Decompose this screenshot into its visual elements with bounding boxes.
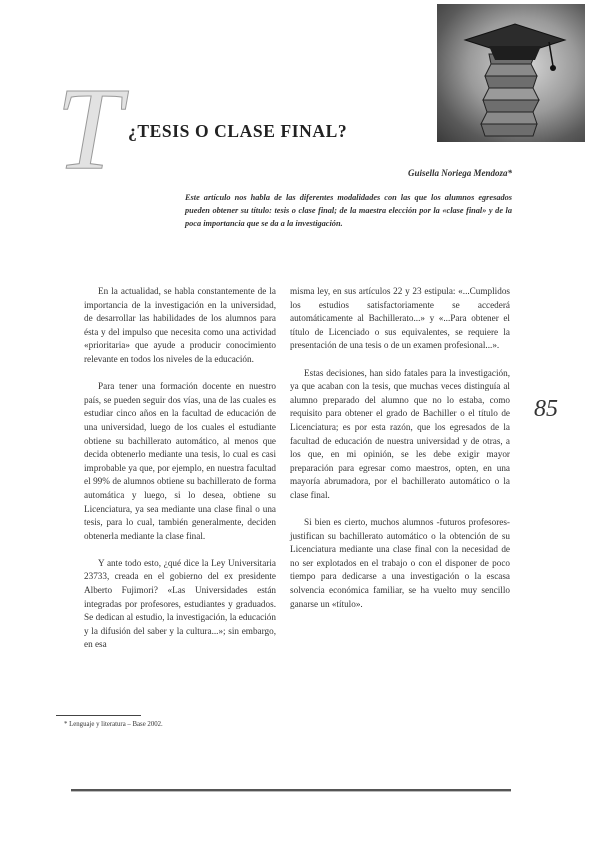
- page-number: 85: [534, 396, 558, 422]
- body-column-left: [84, 285, 276, 666]
- paragraph: misma ley, en sus artículos 22 y 23 estipula: «...Cumplidos los estudios satisfactoriamente se accederá automáticamente al Bachillerato...» y «...Para obtener el título de Licenciado o sus equivalentes, se requiere la presentación de una tesis o de un examen profesional...».: [290, 286, 510, 351]
- abstract: Este artículo nos habla de las diferentes modalidades con las que los alumnos egresados pueden obtener su título: tesis o clase final; de la maestra elección por la «clase final» y de la poca importancia que se da a la investigación.: [185, 193, 512, 228]
- footnote-divider: [56, 715, 141, 716]
- graduation-cap-illustration: [437, 4, 585, 142]
- paragraph: Para tener una formación docente en nuestro país, se pueden seguir dos vías, una de las cuales es estudiar cinco años en la facultad de educación de una universidad, luego de los cuales el estudiante obtiene su bachillerato automático, al menos que decida obtenerlo mediante una tesis, lo cual es casi improbable ya que, por ejemplo, en nuestra facultad el 99% de alumnos obtiene su bachillerato de forma automática y luego, si lo desea, obtiene su Licenciatura, ya sea mediante una clase final o una tesis, para lo cual, también generalmente, deciden obtenerla mediante la clase final.: [84, 381, 276, 541]
- author-name: Guisella Noriega Mendoza*: [407, 168, 512, 178]
- graduation-cap-photo: [437, 4, 585, 142]
- paragraph: Si bien es cierto, muchos alumnos -futuros profesores- justifican su bachillerato automático o la obtención de su Licenciatura mediante una clase final con la necesidad de no ser explotados en el trabajo o con el disponer de poco tiempo para dedicarse a una investigación o la escasa solvencia económica familiar, se ha vuelto muy sencillo ganarse un «título».: [290, 517, 510, 609]
- decorative-initial: T: [56, 63, 122, 194]
- body-column-right: [290, 285, 510, 625]
- paragraph: En la actualidad, se habla constantemente de la importancia de la investigación en la universidad, de desarrollar las habilidades de los alumnos para ésta y del impulso que necesita como una actividad «prioritaria» que ayude a producir conocimiento relevante en todos los niveles de la educación.: [84, 286, 276, 364]
- footnote: * Lenguaje y literatura – Base 2002.: [64, 721, 163, 728]
- article-title: ¿TESIS O CLASE FINAL?: [128, 121, 348, 141]
- paragraph: Estas decisiones, han sido fatales para la investigación, ya que acaban con la tesis, que muchas veces distinguía al alumno preparado del alumno que no lo estaba, como requisito para obtener el grado de Bachiller o el título de Licenciatura; es por esta razón, que los egresados de la facultad de educación de nuestra universidad y de otras, a los que, en mi opinión, se les debe exigir mayor preparación para egresar como maestros, opten, en una mayoría abrumadora, por el bachillerato automático o la clase final.: [290, 367, 510, 500]
- bottom-rule: [71, 789, 511, 792]
- paragraph: Y ante todo esto, ¿qué dice la Ley Universitaria 23733, creada en el gobierno del ex presidente Alberto Fujimori? «Las Universidades están integradas por profesores, estudiantes y graduados. Se dedican al estudio, la investigación, la educación y la difusión del saber y la cultura...»; sin embargo, en esa: [84, 557, 276, 650]
